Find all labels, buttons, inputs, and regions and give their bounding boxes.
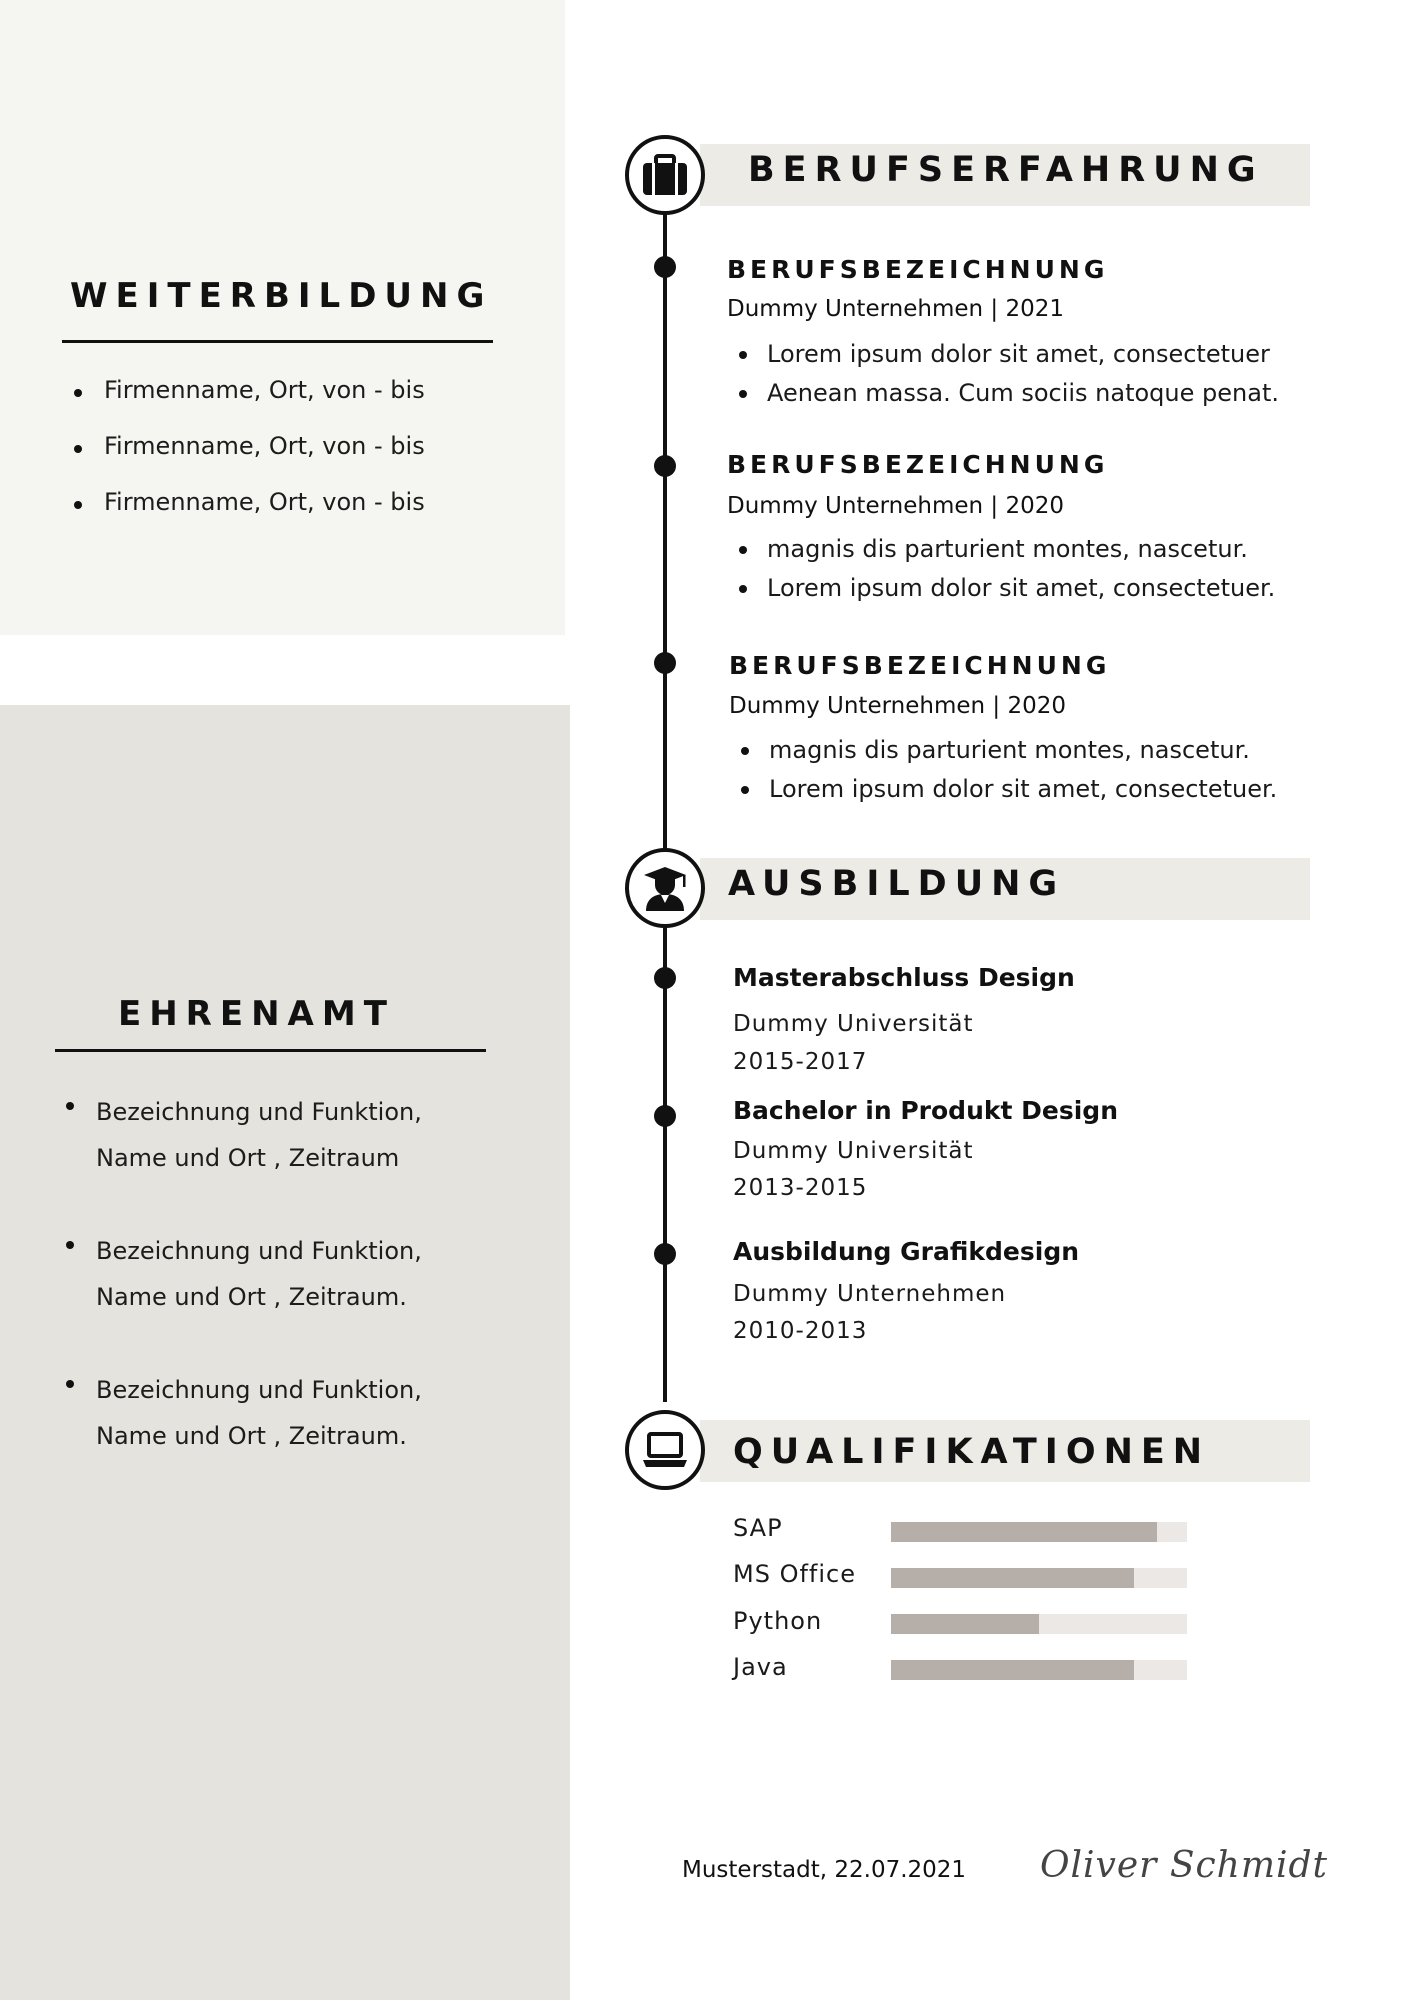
job-title: BERUFSBEZEICHNUNG — [727, 450, 1109, 479]
list-item — [64, 1089, 422, 1181]
skill-bar — [891, 1614, 1187, 1634]
timeline-dot — [654, 967, 676, 989]
skill-bar-fill — [891, 1522, 1157, 1542]
skill-bar-fill — [891, 1614, 1039, 1634]
skill-bar — [891, 1568, 1187, 1588]
edu-period: 2010-2013 — [733, 1318, 868, 1344]
edu-period: 2013-2015 — [733, 1175, 868, 1201]
list-item: Aenean massa. Cum sociis natoque penat. — [727, 374, 1279, 413]
qualifikationen-heading: QUALIFIKATIONEN — [733, 1432, 1211, 1472]
weiterbildung-heading: WEITERBILDUNG — [70, 276, 493, 316]
list-item: Firmenname, Ort, von - bis — [72, 488, 425, 544]
laptop-icon — [625, 1410, 705, 1490]
edu-degree: Masterabschluss Design — [733, 963, 1075, 992]
job-bullets — [729, 731, 1277, 809]
ehrenamt-line2: Name und Ort , Zeitraum. — [96, 1283, 407, 1311]
ehrenamt-line1: Bezeichnung und Funktion, — [96, 1376, 422, 1404]
edu-degree: Bachelor in Produkt Design — [733, 1096, 1118, 1125]
list-item — [64, 1228, 422, 1320]
timeline-dot — [654, 256, 676, 278]
list-item: Lorem ipsum dolor sit amet, consectetuer. — [729, 770, 1277, 809]
skill-label: SAP — [733, 1514, 783, 1542]
timeline-dot — [654, 455, 676, 477]
list-item: Lorem ipsum dolor sit amet, consectetuer — [727, 335, 1279, 374]
skill-label: Java — [733, 1653, 788, 1681]
job-meta: Dummy Unternehmen | 2021 — [727, 296, 1064, 322]
skill-label: MS Office — [733, 1560, 856, 1588]
list-item: magnis dis parturient montes, nascetur. — [729, 731, 1277, 770]
job-meta: Dummy Unternehmen | 2020 — [729, 693, 1066, 719]
ehrenamt-heading: EHRENAMT — [118, 994, 395, 1034]
skill-bar-fill — [891, 1660, 1134, 1680]
edu-institution: Dummy Universität — [733, 1011, 974, 1037]
ausbildung-heading: AUSBILDUNG — [728, 864, 1066, 904]
list-item: Firmenname, Ort, von - bis — [72, 432, 425, 488]
place-date: Musterstadt, 22.07.2021 — [682, 1857, 967, 1883]
edu-institution: Dummy Universität — [733, 1138, 974, 1164]
briefcase-icon — [625, 135, 705, 215]
skill-bar-fill — [891, 1568, 1134, 1588]
list-item — [64, 1367, 422, 1459]
berufserfahrung-heading: BERUFSERFAHRUNG — [748, 150, 1264, 190]
job-meta: Dummy Unternehmen | 2020 — [727, 493, 1064, 519]
timeline-dot — [654, 652, 676, 674]
ehrenamt-list — [64, 1089, 422, 1459]
list-item: Firmenname, Ort, von - bis — [72, 376, 425, 432]
job-bullets — [727, 335, 1279, 413]
list-item: Lorem ipsum dolor sit amet, consectetuer. — [727, 569, 1275, 608]
ehrenamt-line1: Bezeichnung und Funktion, — [96, 1237, 422, 1265]
ehrenamt-line2: Name und Ort , Zeitraum — [96, 1144, 400, 1172]
ehrenamt-line1: Bezeichnung und Funktion, — [96, 1098, 422, 1126]
ehrenamt-line2: Name und Ort , Zeitraum. — [96, 1422, 407, 1450]
graduate-icon — [625, 848, 705, 928]
job-title: BERUFSBEZEICHNUNG — [729, 651, 1111, 680]
weiterbildung-list — [72, 376, 425, 544]
timeline-line — [663, 210, 667, 1402]
job-title: BERUFSBEZEICHNUNG — [727, 255, 1109, 284]
timeline-dot — [654, 1105, 676, 1127]
edu-degree: Ausbildung Grafikdesign — [733, 1237, 1080, 1266]
skill-bar — [891, 1522, 1187, 1542]
job-bullets — [727, 530, 1275, 608]
skill-label: Python — [733, 1607, 823, 1635]
edu-institution: Dummy Unternehmen — [733, 1281, 1007, 1307]
ehrenamt-divider — [55, 1049, 486, 1052]
edu-period: 2015-2017 — [733, 1049, 868, 1075]
list-item: magnis dis parturient montes, nascetur. — [727, 530, 1275, 569]
skill-bar — [891, 1660, 1187, 1680]
timeline-dot — [654, 1243, 676, 1265]
signature: Oliver Schmidt — [1040, 1845, 1329, 1886]
weiterbildung-divider — [62, 340, 493, 343]
